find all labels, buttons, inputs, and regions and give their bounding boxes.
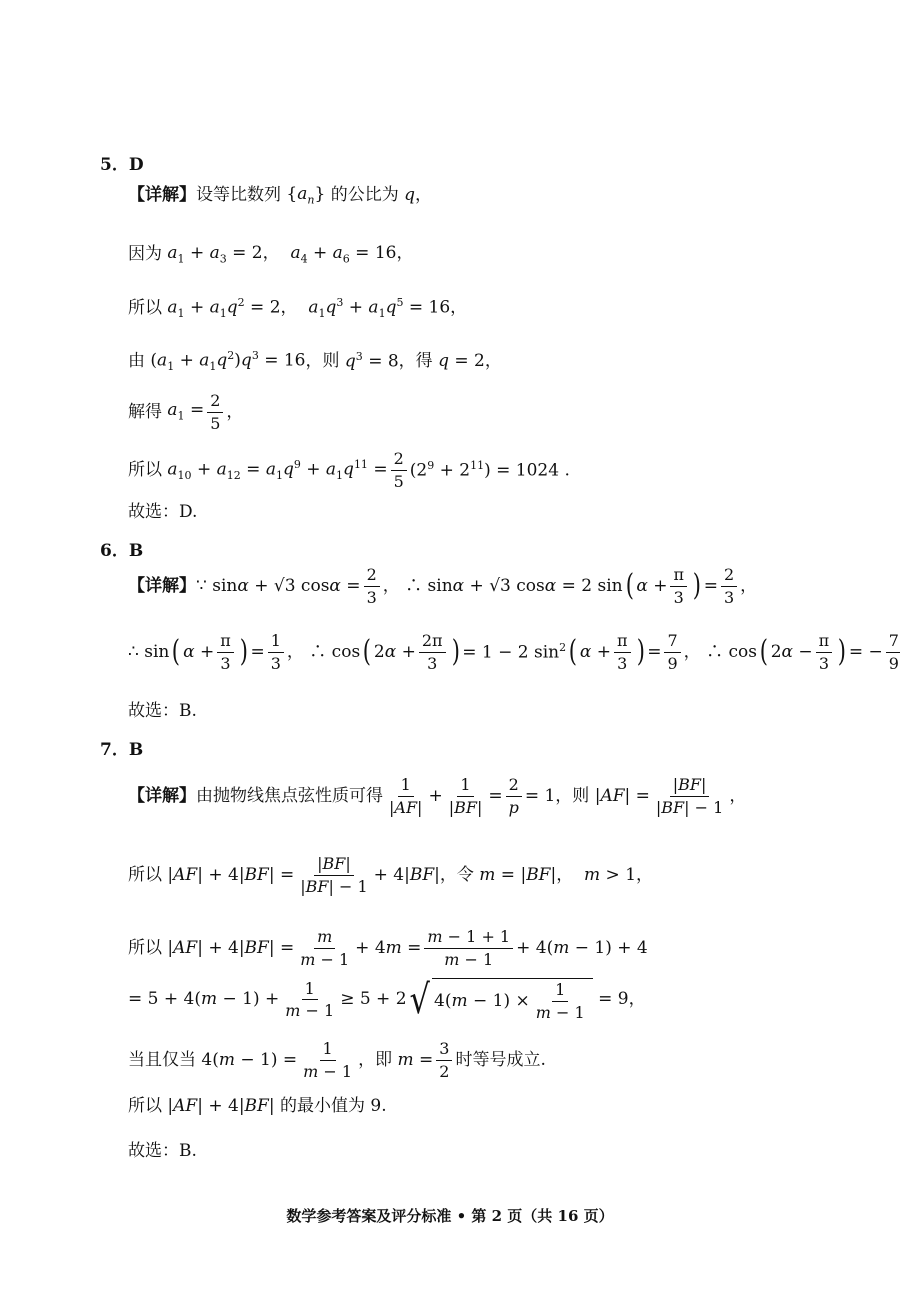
q6-detail-tag: 【详解】 — [128, 575, 196, 596]
q5-line1-text: 设等比数列 — [196, 185, 281, 206]
q5-line3-text: 所以 — [128, 297, 162, 318]
q5-line6-text: 所以 — [128, 459, 162, 480]
q7-line2-text-a: 所以 — [128, 864, 162, 885]
q7-line6-text-a: 所以 — [128, 1096, 162, 1116]
q5-line4-text-a: 由 — [128, 350, 145, 371]
q5-line4-text-c: ，得 — [398, 350, 433, 371]
q5-line2: 因为 $a_1 + a_3 = 2$， $a_4 + a_6 = 16$， — [128, 243, 414, 266]
q5-line6: 所以 $a_{10} + a_{12} = a_1q^9 + a_1q^{11}$ = $\frac{2}{5}$ $(2^9 + 2^{11}) = 1024$ . — [128, 449, 570, 491]
q7-line1-text-a: 由抛物线焦点弦性质可得 — [196, 785, 383, 806]
q7-line1: 【详解】 由抛物线焦点弦性质可得 $\frac{1}{|AF|}$ + $\frac{1}{|BF|}$ = $\frac{2}{p}$ = 1 ，则 |AF| = $\frac{|BF|}{|BF| - 1}$ ， — [128, 775, 747, 817]
q7-detail-tag: 【详解】 — [128, 785, 196, 806]
q5-line1-text-b: 的公比为 — [330, 185, 399, 206]
q7-line6-text-b: 的最小值为 9. — [279, 1096, 387, 1116]
q7-line5: 当且仅当 4(m − 1) = $\frac{1}{m - 1}$ ，即 m = $\frac{3}{2}$ 时等号成立. — [128, 1039, 546, 1081]
q7-line5-text-a: 当且仅当 — [128, 1049, 196, 1070]
q7-line3: 所以 |AF| + 4|BF| = $\frac{m}{m - 1}$ + 4m = $\frac{m - 1 + 1}{m - 1}$ + 4(m − 1) + 4 — [128, 927, 648, 969]
q5-line4: 由 $(a_1 + a_1q^2)q^3 = 16$ ，则 $q^3 = 8$ ，得 q = 2， — [128, 349, 502, 374]
q6-line1: 【详解】 ∵ sinα + √3 cosα = $\frac{2}{3}$ ， ∴ sinα + √3 cosα = 2 sin ( α + $\frac{\pi}{3}$ ) = $\frac{2}{3}$ ， — [128, 565, 758, 607]
q5-number: 5．D — [100, 155, 144, 175]
q5-line2-text: 因为 — [128, 244, 162, 265]
q7-line2-text-b: ，令 — [439, 864, 474, 885]
q7-line4: = 5 + 4(m − 1) + $\frac{1}{m - 1}$ ≥ 5 + 2 √ 4(m − 1) × $\frac{1}{m - 1}$ = 9， — [128, 976, 646, 1023]
q5-line5: 解得 $a_1$ = $\frac{2}{5}$ ， — [128, 391, 244, 433]
q7-answer: 故选：B. — [128, 1141, 197, 1161]
q7-number: 7．B — [100, 740, 144, 760]
q5-line4-text-b: ，则 — [305, 350, 340, 371]
q5-line1: 【详解】 设等比数列 $\{a_n\}$ 的公比为 q ， — [128, 184, 432, 207]
q7-line3-text: 所以 — [128, 937, 162, 958]
q7-line5-text-c: 时等号成立. — [455, 1049, 546, 1070]
q7-line5-text-b: ，即 — [358, 1049, 393, 1070]
q7-line6: 所以 |AF| + 4|BF| 的最小值为 9. — [128, 1096, 387, 1116]
page-footer: 数学参考答案及评分标准 • 第 2 页（共 16 页） — [286, 1207, 614, 1225]
q5-line3: 所以 $a_1 + a_1q^2 = 2$， $a_1q^3 + a_1q^5 = 16$， — [128, 296, 468, 321]
q7-line2: 所以 |AF| + 4|BF| = $\frac{|BF|}{|BF| - 1}$ + 4|BF| ，令 m = |BF|， m > 1， — [128, 854, 654, 896]
q7-line1-text-b: ，则 — [555, 785, 590, 806]
q5-answer: 故选：D. — [128, 502, 198, 522]
q5-line5-text: 解得 — [128, 401, 162, 422]
q5-detail-tag: 【详解】 — [128, 185, 196, 206]
q6-line2: ∴ sin ( α + $\frac{\pi}{3}$ ) = $\frac{1}{3}$ ， ∴ cos ( 2α + $\frac{2\pi}{3}$ ) = 1 − 2 $\sin^2$ ( α + $\frac{\pi}{3}$ ) = $\frac{7}{9}$ ， ∴ cos ( 2α − $\frac{\pi}{3}$ ) = − $\frac{7}{9}$ — [128, 632, 900, 672]
q6-number: 6．B — [100, 541, 144, 561]
q6-answer: 故选：B. — [128, 701, 197, 721]
